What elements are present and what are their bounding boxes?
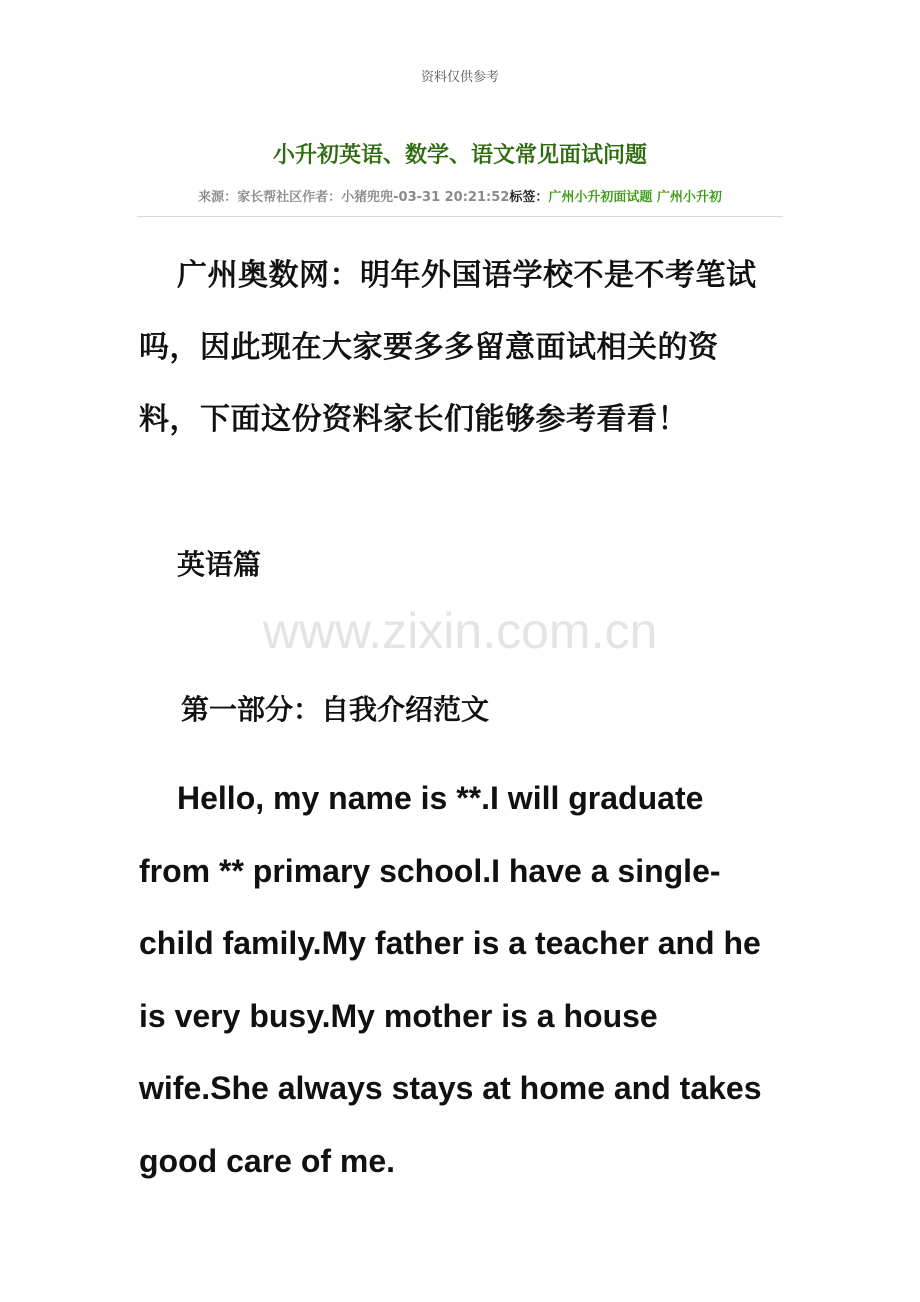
meta-tags-label: 标签：	[509, 190, 549, 205]
page-header-note: 资料仅供参考	[420, 70, 499, 85]
watermark: www.zixin.com.cn	[262, 603, 658, 659]
article-meta	[137, 186, 783, 205]
meta-datetime: -03-31 20:21:52	[393, 190, 510, 205]
body-paragraph: Hello, my name is **.I will graduate from ** primary school.I have a single-child family.My father is a teacher and he is very busy.My mother is a house wife.She always stays at home and takes good care of me.	[139, 780, 762, 1179]
part-heading: 第一部分：自我介绍范文	[181, 693, 490, 726]
meta-source: 来源：家长帮社区	[198, 190, 303, 205]
tag-link[interactable]: 广州小升初	[656, 190, 722, 205]
section-heading: 英语篇	[177, 548, 262, 581]
meta-author: 作者：小猪兜兜	[302, 190, 394, 205]
title-divider	[137, 216, 783, 217]
article-title: 小升初英语、数学、语文常见面试问题	[272, 143, 647, 168]
tag-link[interactable]: 广州小升初面试题	[548, 190, 653, 205]
intro-paragraph: 广州奥数网：明年外国语学校不是不考笔试吗，因此现在大家要多多留意面试相关的资料，下面这份资料家长们能够参考看看！	[139, 258, 757, 437]
